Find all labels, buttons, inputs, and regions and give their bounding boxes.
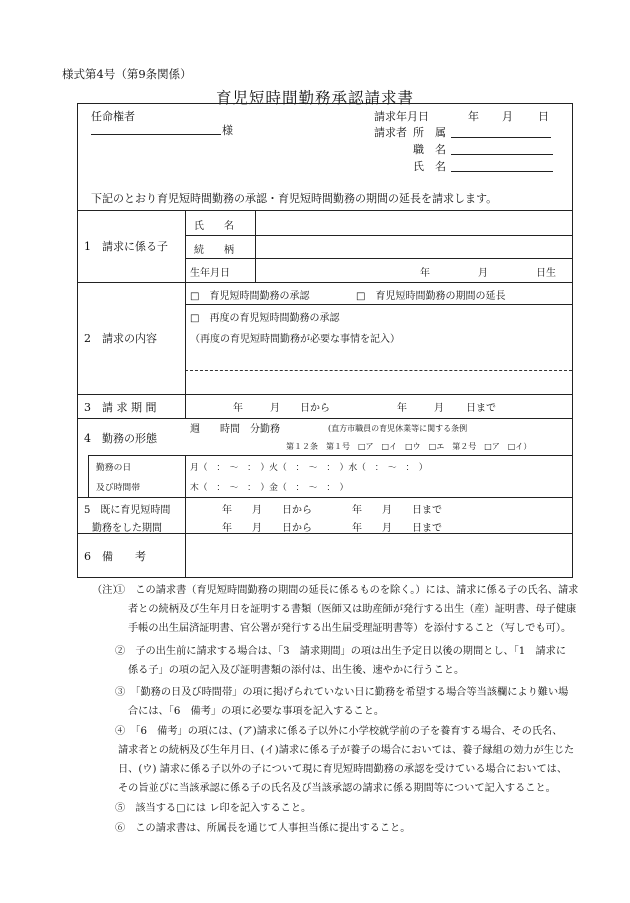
divider-content-options	[185, 304, 572, 305]
work-days-label: 勤務の日	[96, 463, 132, 473]
option-reapproval-checkbox[interactable]: □ 再度の育児短時間勤務の承認	[190, 313, 340, 324]
notes-prefix: （注）	[92, 585, 123, 596]
affiliation-label: 所 属	[413, 126, 446, 139]
request-date-year: 年	[468, 110, 479, 123]
column-divider-days	[185, 455, 186, 497]
request-date-day: 日	[538, 110, 549, 123]
name-label: 氏 名	[413, 160, 446, 173]
previous-section-label-1: 5 既に育児短時間	[84, 505, 171, 516]
appointer-label: 任命権者	[91, 110, 135, 123]
note-1-line-1: ① この請求書（育児短時間勤務の期間の延長に係るものを除く。）には、請求に係る子の氏名、請求	[115, 585, 579, 596]
note-4-line-2: 請求者との続柄及び生年月日、(イ)請求に係る子が養子の場合においては、養子縁組の効力が生じた	[118, 745, 575, 756]
column-divider-upper	[185, 210, 186, 418]
column-divider-lower	[185, 497, 186, 577]
option-extension-checkbox[interactable]: □ 育児短時間勤務の期間の延長	[356, 291, 506, 302]
period-to-suffix: 日まで	[466, 403, 496, 414]
note-4-line-3: 日、(ウ) 請求に係る子以外の子について現に育児短時間勤務の承認を受けている場合においては、	[118, 764, 568, 775]
column-divider-child	[255, 210, 256, 282]
divider-content-dashed	[185, 370, 572, 371]
affiliation-blank[interactable]	[451, 126, 551, 138]
divider-section-4	[78, 497, 572, 498]
remarks-label: 6 備 考	[84, 550, 146, 563]
schedule-section-label: 4 勤務の形態	[84, 432, 157, 445]
note-4-line-1: ④ 「6 備考」の項には、(ア)請求に係る子以外に小学校就学前の子を養育する場合、その氏名、	[115, 726, 563, 737]
appointer-blank[interactable]	[91, 123, 221, 135]
position-label: 職 名	[413, 143, 446, 156]
child-name-label: 氏 名	[194, 221, 234, 232]
weekday-schedule-row-1[interactable]: 月（ ： ～ ： ）火（ ： ～ ： ）水（ ： ～ ： ）	[190, 463, 428, 473]
reapproval-note: （再度の育児短時間勤務が必要な事情を記入）	[190, 334, 400, 345]
divider-statement	[78, 210, 572, 211]
child-relation-label: 続 柄	[194, 245, 234, 256]
form-title: 育児短時間勤務承認請求書	[215, 89, 414, 107]
honorific-sama: 様	[222, 124, 233, 137]
divider-child-relation	[185, 258, 572, 259]
period-to-year: 年	[397, 403, 407, 414]
birth-year: 年	[420, 268, 430, 279]
divider-section-2	[78, 394, 572, 395]
request-date-label: 請求年月日	[374, 110, 429, 123]
note-1-line-2: 者との続柄及び生年月日を証明する書類（医師又は助産師が発行する出生（産）証明書、母子健康	[128, 604, 577, 615]
ordinance-reference: (直方市職員の育児休業等に関する条例	[328, 424, 468, 433]
work-hours-week: 週 時間 分勤務	[190, 424, 280, 435]
note-6: ⑥ この請求書は、所属長を通じて人事担当係に提出すること。	[115, 823, 411, 834]
option-approval-checkbox[interactable]: □ 育児短時間勤務の承認	[190, 291, 310, 302]
note-4-line-4: その旨並びに当該承認に係る子の氏名及び当該承認の請求に係る期間等について記入すること。	[118, 783, 556, 794]
period-from-year: 年	[233, 403, 243, 414]
divider-schedule-days	[88, 455, 572, 456]
note-3-line-1: ③ 「勤務の日及び時間帯」の項に掲げられていない日に勤務を希望する場合等当該欄により難い場	[115, 687, 569, 698]
ordinance-articles: 第１２条 第１号 □ア □イ □ウ □エ 第２号 □ア □イ）	[286, 442, 532, 451]
previous-period-2: 年 月 日から 年 月 日まで	[222, 523, 442, 534]
period-to-month: 月	[434, 403, 444, 414]
birth-day: 日生	[536, 268, 556, 279]
request-statement: 下記のとおり育児短時間勤務の承認・育児短時間勤務の期間の延長を請求します。	[91, 192, 498, 205]
position-blank[interactable]	[451, 143, 553, 155]
child-section-label: 1 請求に係る子	[84, 240, 168, 253]
column-divider-days-left	[88, 455, 89, 497]
note-2-line-2: 係る子」の項の記入及び証明書類の添付は、出生後、速やかに行うこと。	[128, 665, 465, 676]
weekday-schedule-row-2[interactable]: 木（ ： ～ ： ）金（ ： ～ ： ）	[190, 483, 349, 493]
birth-month: 月	[478, 268, 488, 279]
divider-section-3	[78, 418, 572, 419]
divider-child-name	[185, 235, 572, 236]
note-3-line-2: 合には、「6 備考」の項に必要な事項を記入すること。	[128, 706, 385, 717]
requester-label: 請求者	[374, 126, 407, 139]
work-hours-label: 及び時間帯	[96, 483, 140, 493]
previous-period-1: 年 月 日から 年 月 日まで	[222, 505, 442, 516]
period-section-label: 3 請 求 期 間	[84, 401, 157, 414]
child-birthdate-label: 生年月日	[190, 268, 230, 279]
note-2-line-1: ② 子の出生前に請求する場合は、「3 請求期間」の項は出生予定日以後の期間とし、「1 請求に	[115, 646, 567, 657]
content-section-label: 2 請求の内容	[84, 332, 157, 345]
name-blank[interactable]	[451, 160, 553, 172]
period-from-suffix: 日から	[300, 403, 330, 414]
divider-section-1	[78, 282, 572, 283]
period-from-month: 月	[270, 403, 280, 414]
form-number: 様式第4号（第9条関係）	[62, 67, 192, 81]
note-1-line-3: 手帳の出生届済証明書、官公署が発行する出生届受理証明書等）を添付すること（写しでも可）。	[128, 623, 572, 634]
previous-section-label-2: 勤務をした期間	[92, 523, 162, 534]
note-5: ⑤ 該当する□には レ印を記入すること。	[115, 803, 312, 814]
request-date-month: 月	[502, 110, 513, 123]
